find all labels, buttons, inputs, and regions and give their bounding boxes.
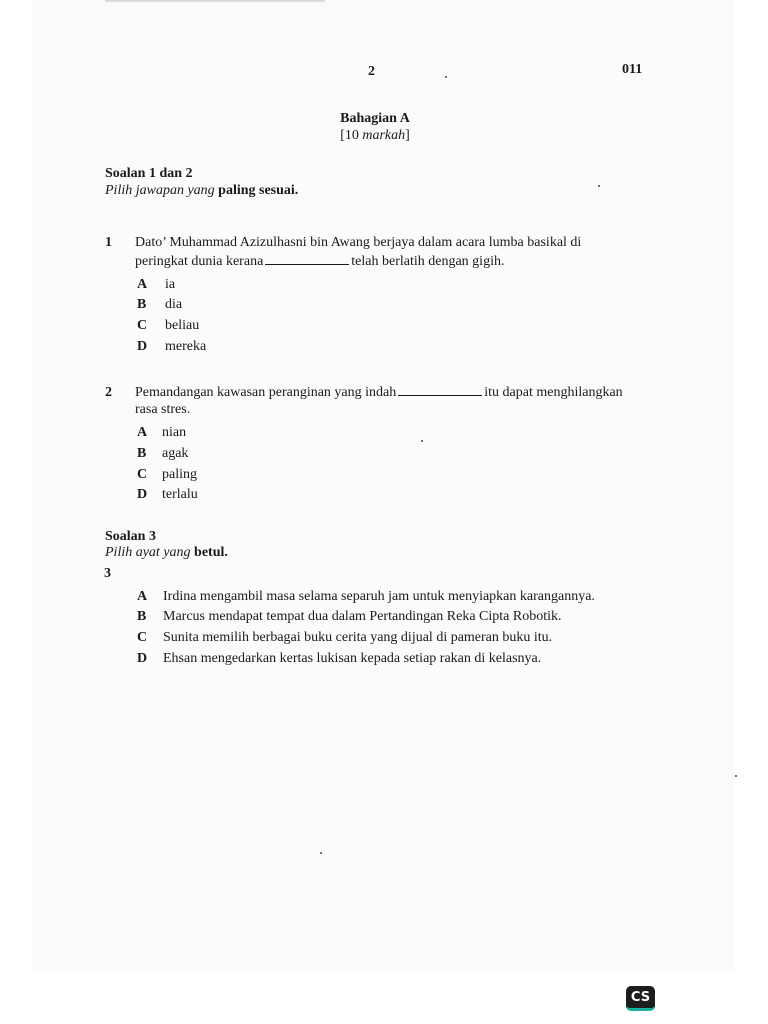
option-text: Marcus mendapat tempat dua dalam Pertandingan Reka Cipta Robotik. <box>163 609 562 624</box>
scan-speck <box>445 76 447 78</box>
scan-speck <box>735 775 737 777</box>
option-text: nian <box>162 425 187 440</box>
section-title: Bahagian A <box>340 111 410 126</box>
option-letter: C <box>137 630 148 645</box>
option-text: Ehsan mengedarkan kertas lukisan kepada setiap rakan di kelasnya. <box>163 651 542 666</box>
scan-speck <box>320 852 322 854</box>
option-text: beliau <box>165 318 200 333</box>
option-letter: A <box>137 425 148 440</box>
option-letter: A <box>137 589 148 604</box>
question-group-instruction: Pilih ayat yang betul. <box>105 545 228 560</box>
paper-code: 011 <box>622 62 643 77</box>
option-letter: B <box>137 297 147 312</box>
option-letter: D <box>137 487 148 502</box>
exam-page <box>32 0 734 970</box>
option-text: ia <box>165 277 176 292</box>
section-marks: [10 markah] <box>340 128 410 143</box>
option-letter: D <box>137 651 148 666</box>
question-text-line: peringkat dunia kerana telah berlatih dengan gigih. <box>135 254 505 269</box>
option-text: Irdina mengambil masa selama separuh jam untuk menyiapkan karangannya. <box>163 589 595 604</box>
question-number: 1 <box>105 235 112 250</box>
option-letter: C <box>137 318 148 333</box>
option-text: paling <box>162 467 197 482</box>
page-edge-shadow <box>105 0 325 3</box>
option-text: mereka <box>165 339 207 354</box>
answer-blank <box>265 254 349 265</box>
option-letter: C <box>137 467 148 482</box>
question-text-line: rasa stres. <box>135 402 191 417</box>
question-group-instruction: Pilih jawapan yang paling sesuai. <box>105 183 299 198</box>
scan-speck <box>421 440 423 442</box>
option-letter: B <box>137 609 147 624</box>
scan-speck <box>598 185 600 187</box>
option-text: agak <box>162 446 189 461</box>
option-text: terlalu <box>162 487 198 502</box>
question-text-line: Pemandangan kawasan peranginan yang indah itu dapat menghilangkan <box>135 385 623 400</box>
question-group-title: Soalan 3 <box>105 529 156 544</box>
option-letter: B <box>137 446 147 461</box>
question-number: 2 <box>105 385 112 400</box>
option-letter: D <box>137 339 148 354</box>
page-number: 2 <box>368 64 375 79</box>
option-text: Sunita memilih berbagai buku cerita yang dijual di pameran buku itu. <box>163 630 553 645</box>
option-text: dia <box>165 297 183 312</box>
option-letter: A <box>137 277 148 292</box>
question-text-line: Dato’ Muhammad Azizulhasni bin Awang berjaya dalam acara lumba basikal di <box>135 235 582 250</box>
answer-blank <box>398 385 482 396</box>
question-group-title: Soalan 1 dan 2 <box>105 166 193 181</box>
question-number: 3 <box>104 566 111 581</box>
camscanner-logo: CS <box>626 986 655 1011</box>
